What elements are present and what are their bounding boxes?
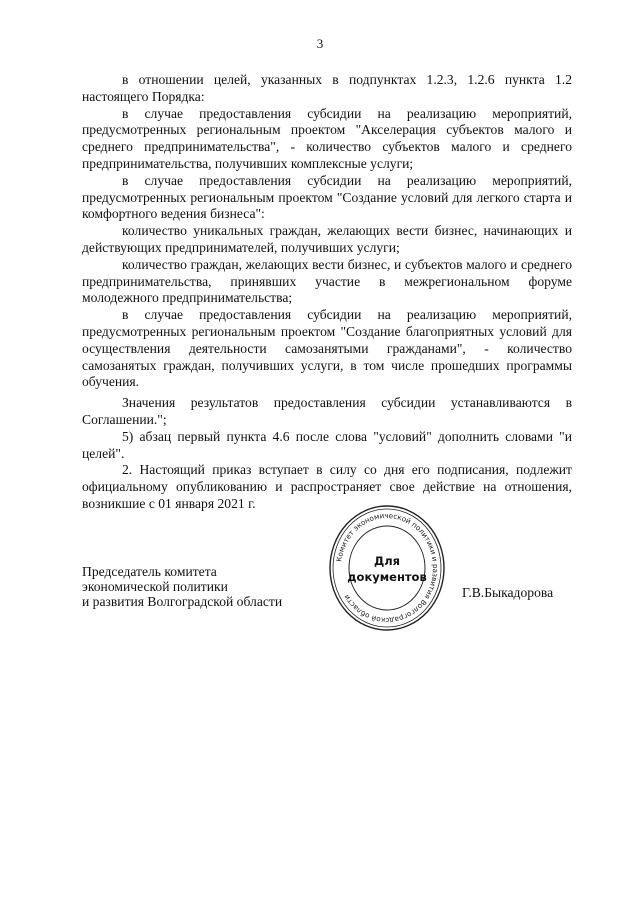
paragraph-6: в случае предоставления субсидии на реализацию мероприятий, предусмотренных региональным проектом "Создание благоприятных условий для осуществления деятельности самозанятыми гражданами", - количество самозанятых граждан, получивших услуги, в том числе прошедших программы обучения.	[82, 307, 572, 390]
paragraph-8: 5) абзац первый пункта 4.6 после слова "условий" дополнить словами "и целей".	[82, 428, 572, 461]
stamp-outer-ring	[330, 506, 444, 630]
signatory-name: Г.В.Быкадорова	[462, 585, 554, 600]
paragraph-5: количество граждан, желающих вести бизнес, и субъектов малого и среднего предпринимательства, принявших участие в межрегиональном форуме молодежного предпринимательства;	[82, 256, 572, 306]
page-number: 3	[316, 36, 324, 51]
stamp-center-line-1: Для	[373, 554, 401, 568]
signatory-title-line-1: Председатель комитета	[82, 564, 217, 579]
signatory-title	[82, 564, 282, 609]
paragraph-7: Значения результатов предоставления субсидии устанавливаются в Соглашении.";	[82, 395, 572, 427]
paragraph-3: в случае предоставления субсидии на реализацию мероприятий, предусмотренных региональным проектом "Создание условий для легкого старта и комфортного ведения бизнеса":	[82, 172, 572, 222]
paragraph-2: в случае предоставления субсидии на реализацию мероприятий, предусмотренных региональным проектом "Акселерация субъектов малого и среднего предпринимательства", - количество субъектов малого и среднего предпринимательства, получивших комплексные услуги;	[82, 105, 572, 171]
stamp-inner-ring	[349, 526, 425, 610]
paragraph-9: 2. Настоящий приказ вступает в силу со дня его подписания, подлежит официальному опубликованию и распространяет свое действие на отношения, возникшие с 01 января 2021 г.	[82, 462, 572, 511]
stamp-center-line-2: документов	[347, 570, 427, 584]
stamp-ring-textpath: Комитет экономической политики и развития Волгоградской области	[334, 510, 441, 626]
paragraph-4: количество уникальных граждан, желающих вести бизнес, начинающих и действующих предпринимателей, получивших услуги;	[82, 223, 572, 255]
document-body	[82, 72, 572, 513]
signatory-title-line-2: экономической политики	[82, 579, 228, 594]
paragraph-1: в отношении целей, указанных в подпунктах 1.2.3, 1.2.6 пункта 1.2 настоящего Порядка:	[82, 72, 572, 104]
signatory-title-line-3: и развития Волгоградской области	[82, 594, 283, 609]
official-stamp	[328, 503, 446, 633]
